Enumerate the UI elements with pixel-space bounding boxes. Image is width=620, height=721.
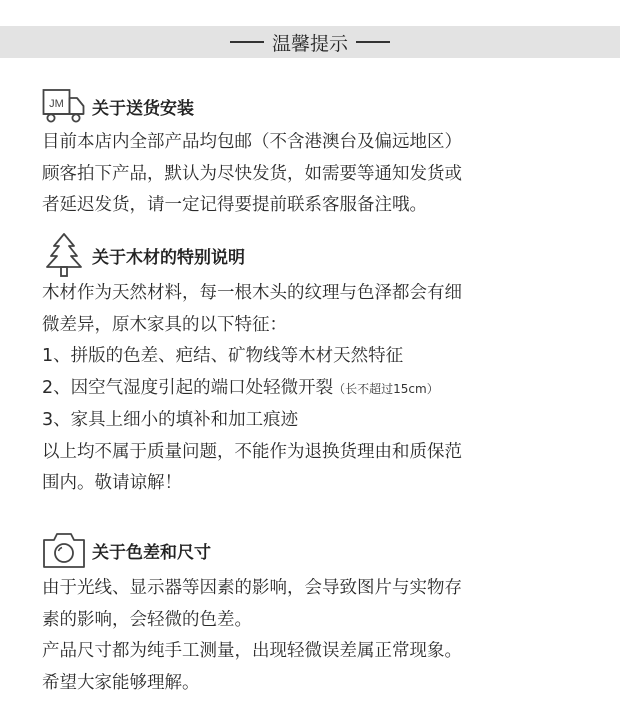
banner-title: 温馨提示 bbox=[271, 32, 348, 55]
delivery-line-3: 者延迟发货，请一定记得要提前联系客服备注哦。 bbox=[42, 195, 427, 215]
delivery-line-1: 目前本店内全部产品均包邮（不含港澳台及偏远地区） bbox=[42, 132, 462, 152]
tree-icon bbox=[42, 232, 86, 278]
wood-line-3: 1、拼版的色差、疤结、矿物线等木材天然特征 bbox=[42, 346, 404, 366]
color-size-title: 关于色差和尺寸 bbox=[92, 542, 211, 563]
wood-line-4-note: （长不超过15cm） bbox=[333, 381, 439, 396]
wood-line-6: 以上均不属于质量问题，不能作为退换货理由和质保范 bbox=[42, 441, 462, 462]
color-size-line-1: 由于光线、显示器等因素的影响，会导致图片与实物存 bbox=[42, 578, 462, 598]
wood-line-5: 3、家具上细小的填补和加工痕迹 bbox=[42, 410, 299, 430]
wood-line-1: 木材作为天然材料，每一根木头的纹理与色泽都会有细 bbox=[42, 283, 462, 303]
wood-section bbox=[42, 232, 602, 500]
camera-icon bbox=[42, 530, 86, 570]
banner-left-dash bbox=[230, 41, 264, 43]
color-size-line-4: 希望大家能够理解。 bbox=[42, 672, 200, 693]
wood-line-4-text: 2、因空气湿度引起的端口处轻微开裂 bbox=[42, 377, 334, 398]
wood-title: 关于木材的特别说明 bbox=[92, 247, 245, 268]
wood-line-2: 微差异，原木家具的以下特征： bbox=[42, 314, 287, 335]
section-header bbox=[42, 86, 602, 126]
color-size-line-2: 素的影响，会轻微的色差。 bbox=[42, 609, 252, 630]
wood-line-4 bbox=[42, 373, 602, 406]
wood-line-7: 围内。敬请谅解！ bbox=[42, 473, 182, 493]
section-header bbox=[42, 232, 602, 278]
notice-banner bbox=[0, 26, 620, 58]
delivery-title: 关于送货安装 bbox=[92, 98, 194, 119]
banner-right-dash bbox=[356, 41, 390, 43]
color-size-line-3: 产品尺寸都为纯手工测量，出现轻微误差属正常现象。 bbox=[42, 641, 462, 661]
delivery-line-2: 顾客拍下产品，默认为尽快发货，如需要等通知发货或 bbox=[42, 163, 462, 184]
section-header bbox=[42, 530, 602, 570]
truck-icon-text: JM bbox=[49, 98, 64, 110]
delivery-truck-icon bbox=[42, 86, 86, 126]
delivery-section bbox=[42, 86, 602, 222]
color-size-section bbox=[42, 530, 602, 699]
